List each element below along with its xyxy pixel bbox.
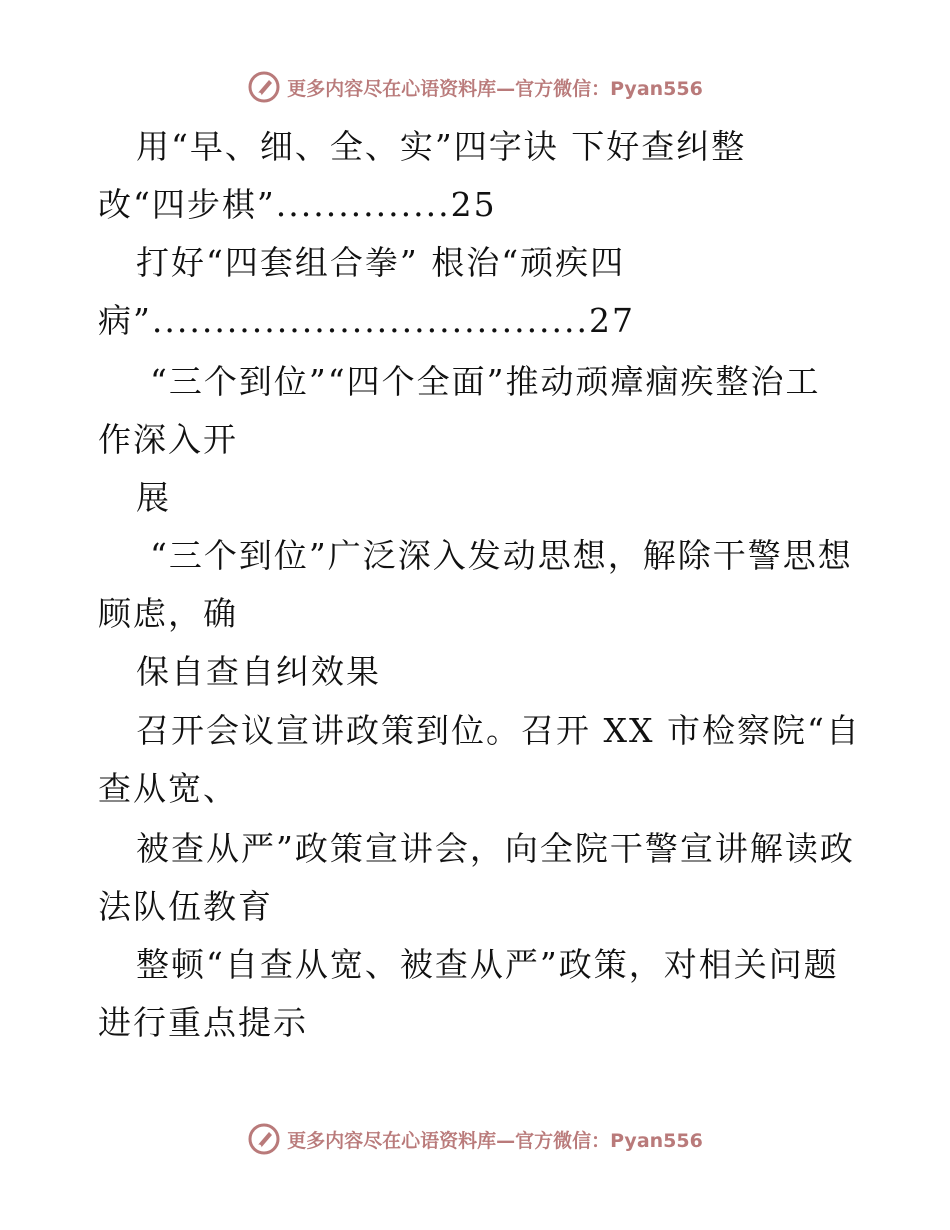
text-line: 进行重点提示 <box>98 1003 308 1042</box>
text-line: 整顿“自查从宽、被查从严”政策，对相关问题 <box>136 945 839 984</box>
text-line: 顾虑，确 <box>98 594 238 633</box>
text-line: 病”...................................27 <box>98 301 636 340</box>
text-line: 被查从严”政策宣讲会，向全院干警宣讲解读政 <box>136 829 855 868</box>
text-line: 打好“四套组合拳” 根治“顽疾四 <box>136 243 626 282</box>
text-line: 法队伍教育 <box>98 887 273 926</box>
watermark-text: 更多内容尽在心语资料库—官方微信：Pyan556 <box>287 77 703 100</box>
text-line: 保自查自纠效果 <box>136 652 381 691</box>
pen-nib-logo-icon <box>247 1122 281 1156</box>
text-line: 改“四步棋”..............25 <box>98 185 497 224</box>
text-line: 用“早、细、全、实”四字诀 下好查纠整 <box>136 127 747 166</box>
text-line: 展 <box>136 478 171 517</box>
footer-watermark <box>0 1122 950 1156</box>
watermark-text: 更多内容尽在心语资料库—官方微信：Pyan556 <box>287 1129 703 1152</box>
text-line: 作深入开 <box>98 420 238 459</box>
text-line: 查从宽、 <box>98 769 238 808</box>
text-line: “三个到位”“四个全面”推动顽瘴痼疾整治工 <box>150 362 821 401</box>
header-watermark <box>0 70 950 104</box>
text-line: 召开会议宣讲政策到位。召开 XX 市检察院“自 <box>136 711 861 750</box>
text-line: “三个到位”广泛深入发动思想，解除干警思想 <box>150 536 853 575</box>
pen-nib-logo-icon <box>247 70 281 104</box>
